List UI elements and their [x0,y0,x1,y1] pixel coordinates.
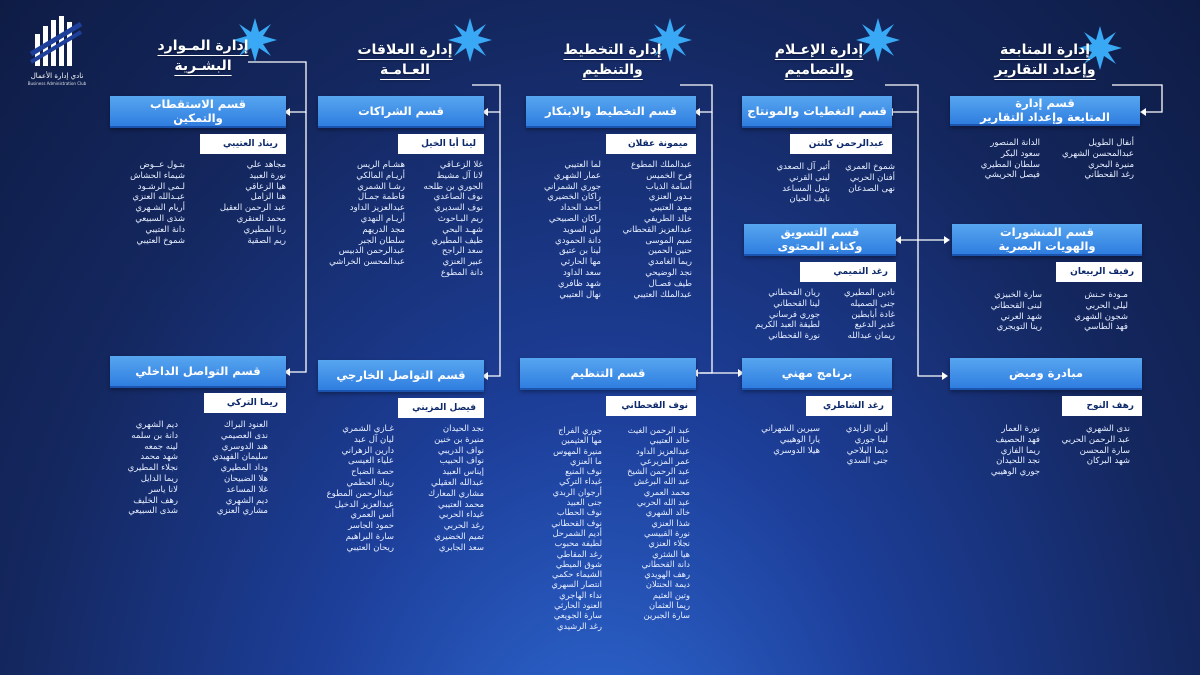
member-name: راكان الصبيحي [548,213,601,224]
section-career-program [742,358,892,390]
member-column [761,424,820,456]
member-name: سعد الجابري [438,542,484,553]
member-name: سارة البراهيم [345,531,394,542]
arrow-head [1140,108,1146,116]
member-name: ديمة الحنتلان [645,579,690,590]
member-name: سلطان الجبر [358,235,405,246]
dept-title-line: إدارة المتابعة [999,42,1091,58]
member-name: ندى العصيمي [220,430,268,441]
member-name: عبدالرحمن المطوع [326,488,394,499]
member-name: نوف الصاعدي [433,192,483,203]
member-name: لبنى القحطاني [990,300,1042,311]
member-name: العنود البراك [223,420,268,430]
section-title-line: والهويات البصرية [998,239,1096,253]
member-name: جوري الفراج [558,425,602,435]
member-name: شهـد البحي [442,224,483,235]
member-name: عمر المزيرعي [640,455,690,466]
connector-pr-external [488,112,500,376]
member-name: الشيماء حكمي [551,569,602,580]
dept-follow-title [975,40,1115,80]
section-title-line: قسم المنشورات [1000,225,1094,239]
member-name: رهف الخليف [133,495,178,506]
section-head: ميمونة عقلان [606,134,696,154]
member-name: نورة القبيسي [644,527,690,538]
member-name: تميم الموسى [645,235,692,246]
member-column [1062,138,1134,181]
member-name: محمد العمري [643,486,690,497]
member-name: عبدالملك العتيبي [633,289,692,300]
section-head: ريما التركي [204,393,286,413]
member-column [627,425,690,621]
member-name: جنى الصميله [850,298,895,309]
member-name: نوف السديري [434,203,483,214]
section-publications [952,224,1142,256]
section-head: نوف القحطاني [606,396,696,416]
member-name: غـازي الشمري [342,424,394,434]
section-title-line: والتمكين [173,111,223,125]
member-name: سارة الجبرين [643,610,690,621]
member-column [212,420,268,517]
member-name: شوق الميطي [555,558,602,569]
member-name: شجون الشهري [1074,311,1128,322]
member-name: ما العنزي [569,455,602,466]
section-title-line: قسم إدارة [1015,96,1075,110]
member-name: غلا المساعد [226,484,268,495]
dept-title-line: وإعداد التقارير [994,62,1096,78]
member-name: لينا جوري [854,434,888,445]
club-name-en: Business Administration Club [27,81,87,86]
member-name: طيف المطيري [431,235,483,246]
member-column [991,290,1042,333]
member-column [755,288,820,342]
member-name: رشـا الشمري [357,181,405,192]
member-name: مجاهد علي [246,160,286,170]
member-name: لطيفة محبوب [554,538,602,549]
member-name: شذى السبيعي [135,213,185,224]
member-name: أفنان الحربي [849,172,895,183]
dept-plan-title [545,40,680,80]
member-name: شهد البركان [1086,456,1130,467]
section-title-line: قسم التنظيم [570,366,646,380]
member-name: لانا آل مشيط [436,170,483,181]
section-title-line: قسم التواصل الخارجي [336,368,466,382]
member-name: لبنى القرني [789,172,830,183]
member-name: نجلاء العنزي [648,538,690,549]
section-head: لينا أبا الخيل [398,134,484,154]
member-name: نجد الحيدان [442,424,484,434]
member-name: طيف فصـال [648,278,692,289]
member-name: نوف الحطاب [556,507,602,518]
connector-hr-internal [290,112,306,372]
member-name: أديم الشمرحل [552,527,602,538]
member-name: غلا الزعـاقي [439,160,483,170]
club-logo [18,10,96,108]
member-name: هند الدوسري [221,441,268,452]
member-name: بـدور العنزي [648,192,692,203]
member-name: ريمان عبدالله [847,331,895,342]
member-name: عبدالعزيز الداود [349,203,405,214]
member-name: رغد المقاطي [556,548,602,559]
member-name: جوري الوهيبي [990,467,1040,478]
dept-title-line: إدارة المـوارد [157,38,249,54]
member-name: سعد الراجح [441,246,483,257]
member-name: عبد الله الحربي [636,497,690,508]
member-name: ندى الشهري [1086,424,1130,434]
member-name: رغد الحربي [443,521,484,532]
member-name: منيرة بن خنين [434,434,484,445]
member-name: هنا الزامل [250,192,286,203]
member-name: ريما الفازي [1000,445,1040,456]
member-name: نورة العبيد [249,170,286,181]
member-name: أحمد الحداد [560,203,601,214]
member-name: فهد الطاسي [1084,322,1128,333]
member-name: عبد الرحمن الحربي [1061,434,1130,445]
member-name: فاطمة جمـال [357,192,405,203]
dept-title-line: البشـرية [174,58,232,74]
member-name: ريحان العتيبي [346,542,394,553]
section-head: ريناد العتيبي [200,134,286,154]
member-name: نجد اللحيدان [996,456,1040,467]
member-column [428,424,484,554]
member-name: جنى السدي [846,456,888,467]
member-name: عبدالله العقيلي [431,477,484,488]
member-name: أريـام النهدي [360,213,405,224]
member-name: رغد القحطاني [1084,170,1134,181]
member-column [544,160,601,300]
member-name: لينه جمعه [144,441,178,452]
member-column [551,425,602,631]
member-name: نورة القحطاني [768,331,820,342]
member-name: عبـدالله العنزي [132,192,185,203]
member-name: عمار الشهري [553,170,601,181]
member-name: أسامة الذياب [645,181,692,192]
member-name: وتين العثيم [652,589,690,600]
member-name: نواف الدريبي [437,445,484,456]
member-name: ريما الغامدي [648,257,692,268]
member-name: دانة بن سلمه [131,430,178,441]
section-head: رغد التميمي [800,262,896,282]
member-name: ريان القحطاني [768,288,820,298]
section-head: رهف النوح [1062,396,1142,416]
member-column [846,424,888,467]
member-name: خالد الشهري [645,507,690,518]
section-partnerships [318,96,484,128]
member-name: رنا المطيري [243,224,286,235]
member-name: يارا الوهيبي [779,434,820,445]
member-name: عبدالرحمن الدبيس [338,246,405,257]
dept-title-line: والتنظيم [582,62,643,78]
member-name: عبير العنزي [442,257,483,268]
member-name: حصة الضباح [351,467,394,478]
member-name: مـودة حـنش [1084,290,1128,300]
member-name: ديم الشهري [135,420,178,430]
member-name: مها العثيمين [561,435,602,446]
section-external-comm [318,360,484,392]
dept-title-line: إدارة العلاقات [357,42,453,58]
connector-media-program [918,112,942,376]
arrow-head [944,236,950,244]
section-title-line: قسم التواصل الداخلي [135,364,261,378]
member-name: حمود الجاسر [348,521,394,532]
member-name: نوف المنيع [565,466,602,477]
member-name: لطيفة العبد الكريم [755,320,820,331]
dept-hr-title [138,36,268,76]
member-name: أريـام المالكي [356,170,405,181]
member-name: مجد الدريهم [362,224,405,235]
section-head: رفيف الربيعان [1056,262,1142,282]
member-name: أريام الشـهري [135,203,185,214]
club-name: نادي إدارة الأعمال [30,72,84,80]
member-name: لينا بن عتيق [559,246,601,257]
member-name: شموخ العمري [845,162,895,172]
member-name: سعود البكر [1000,148,1040,159]
member-column [1062,424,1130,467]
member-name: تميم الخضيري [434,531,484,542]
member-name: أرجوان الربدي [552,486,602,497]
section-title-line: قسم الاستقطاب [149,97,247,111]
member-name: عبد الرحمن الغيث [627,425,690,435]
section-empower [110,96,286,128]
section-title-line: المتابعة وإعداد التقارير [980,110,1110,124]
member-name: سارة الخبيزي [994,290,1042,300]
member-name: رينا التويجري [996,322,1042,333]
member-name: هلا الضبيحان [223,473,268,484]
member-name: غدير الدعيع [854,320,895,331]
member-name: جوري الشمراني [543,181,601,192]
member-name: بتـول عــوض [139,160,185,170]
member-name: دارين الزهراني [341,445,394,456]
member-name: شهد محمد [140,452,178,463]
member-name: خالد الطريفي [644,213,692,224]
member-column [623,160,692,300]
member-name: بتول المساعد [782,183,830,194]
member-column [981,138,1040,181]
dept-title-line: العـامـة [380,62,430,78]
member-name: خالد العتيبي [649,435,690,446]
member-name: عبدالعزيز الداود [636,445,690,456]
member-name: سعد الداود [562,267,601,278]
member-name: عبد الله البرغش [634,476,690,487]
member-name: وداد المطيري [220,463,268,474]
member-name: ليلى الحربي [1085,300,1128,311]
member-name: عبدالعزيز الدخيل [334,499,394,510]
member-name: سارة الجويعي [553,610,602,621]
member-name: هيلا الدوسري [773,445,820,456]
member-name: سلطان المطيري [980,159,1040,170]
member-name: أنفال الطويل [1088,138,1134,148]
member-name: الدانة المنصور [990,138,1040,148]
member-name: ريم البـاحوث [437,213,483,224]
logo-mark-icon [29,10,85,72]
member-column [220,160,286,246]
member-name: أنس العمري [350,510,394,521]
member-name: مشاري المعارك [428,488,484,499]
member-name: مشاري العنزي [216,506,268,517]
section-title-line: مبادرة وميض [1008,366,1084,380]
member-name: رهف الهويدي [644,569,690,580]
member-column [845,162,895,194]
member-name: شذا العنزي [651,517,690,528]
member-column [1074,290,1128,333]
member-name: ألين الزايدي [845,424,888,434]
member-name: نادين المطيري [843,288,895,298]
member-name: ريم الصقية [247,235,286,246]
member-name: إيناس العبيد [442,467,484,478]
section-reports [950,96,1140,126]
member-name: ريما الدايل [140,473,178,484]
member-column [777,162,830,205]
member-name: غيداء الحربي [438,510,484,521]
member-name: هشـام الريس [357,160,405,170]
member-name: شذى السبيعي [128,506,178,517]
member-name: فهد الحصيف [995,434,1040,445]
member-name: أثير آل الصعدي [776,162,830,172]
member-name: دانة العتيبي [145,224,185,235]
member-name: العنود الحارثي [554,600,602,611]
member-column [130,160,185,246]
member-name: نهى الصدعان [848,183,895,194]
member-name: محمد العتيبي [438,499,484,510]
member-name: لانا ياسر [148,484,178,495]
section-title-line: وكتابة المحتوى [777,239,863,253]
member-column [844,288,895,342]
member-name: غادة أبابطين [851,309,895,320]
member-name: نوف القحطاني [551,517,602,528]
member-name: فيصل الحريشي [984,170,1040,181]
section-title-line: قسم التخطيط والابتكار [545,104,678,118]
member-name: لما العتيبي [564,160,601,170]
member-name: نايف الحيان [789,194,830,205]
section-title-line: قسم التغطيات والمونتاج [747,104,887,118]
member-name: عبدالمحسن الشهري [1061,148,1134,159]
section-planning-innovation [526,96,696,128]
member-name: عبدالمحسن الخراشي [329,257,405,268]
member-name: ريما العثمان [648,600,690,611]
member-name: هيا الشثري [652,548,690,559]
section-title-line: قسم الشراكات [358,104,444,118]
dept-title-line: إدارة الإعـلام [774,42,864,58]
member-name: سيرين الشهراني [761,424,820,434]
member-name: غيداء التركي [559,476,602,487]
member-name: جوري فرساني [768,309,820,320]
member-name: دانة الحمودي [555,235,601,246]
dept-title-line: والتصاميم [784,62,854,78]
connector-plan-org [698,112,712,373]
member-name: ديم الشهري [225,495,268,506]
section-head: عبدالرحمن كلنتن [790,134,892,154]
member-name: ديما البلاحي [846,445,888,456]
member-name: فرح الخميس [646,170,692,181]
member-name: رغد الرشيدي [556,620,602,631]
member-column [128,420,178,517]
member-name: دانة القحطاني [641,558,690,569]
member-name: نورة العمار [1001,424,1040,434]
member-name: ريناد الحطمي [346,477,394,488]
section-marketing [744,224,896,256]
section-organizing [520,358,696,390]
member-name: نداء الهاجري [559,589,602,600]
member-name: مها الحارثي [560,257,601,268]
member-name: منيرة البحري [1088,159,1134,170]
member-name: سارة المحسن [1079,445,1130,456]
member-name: علياء العيسى [347,456,394,467]
section-head: فيصل المزيني [398,398,484,418]
member-name: شموخ العتيبي [136,235,185,246]
member-name: شهد العرني [1000,311,1042,322]
member-name: عبد الرحمن الشيخ [627,466,690,477]
member-name: مهـد العتيبي [650,203,692,214]
member-column [329,160,405,268]
member-name: شهد ظافري [558,278,601,289]
section-title-line: قسم التسويق [780,225,860,239]
member-column [424,160,483,279]
dept-title-line: إدارة التخطيط [563,42,662,58]
member-name: انتصار السهري [551,579,602,590]
member-name: عبد الرحمن العقيل [219,203,286,214]
member-name: لين السويد [562,224,601,235]
member-column [327,424,394,554]
dept-media-title [754,40,884,80]
member-name: نواف الحبيب [439,456,484,467]
member-name: راكان الخضيري [547,192,601,203]
member-name: منيرة المهوس [553,445,602,456]
member-name: الجوري بن طلحه [423,181,483,192]
member-name: سليمان الفهيدي [212,452,268,463]
member-name: حنين الحمين [648,246,692,257]
section-head: رغد الشاطري [806,396,892,416]
section-title-line: برنامج مهني [781,366,853,380]
member-name: هيا الزعاقي [245,181,286,192]
member-name: محمد العنقري [236,213,286,224]
member-name: عبدالعزيز القحطاني [622,224,692,235]
member-name: لينا القحطاني [773,298,820,309]
section-coverage [742,96,892,128]
member-name: دانة المطوع [440,267,483,278]
dept-pr-title [340,40,470,80]
member-name: نجلاء المطيري [127,463,178,474]
member-name: عبدالملك المطوع [631,160,692,170]
member-name: نهال العتيبي [559,289,601,300]
member-column [991,424,1040,478]
section-internal-comm [110,356,286,388]
member-name: ليان آل عبد [353,434,394,445]
member-name: جنى العبيد [566,497,602,508]
arrow-head [942,372,948,380]
member-name: لـمى الرشـود [137,181,185,192]
section-wameedh-initiative [950,358,1142,390]
member-name: نجد الوضيحي [645,267,692,278]
member-name: شيماء الحشاش [130,170,185,181]
